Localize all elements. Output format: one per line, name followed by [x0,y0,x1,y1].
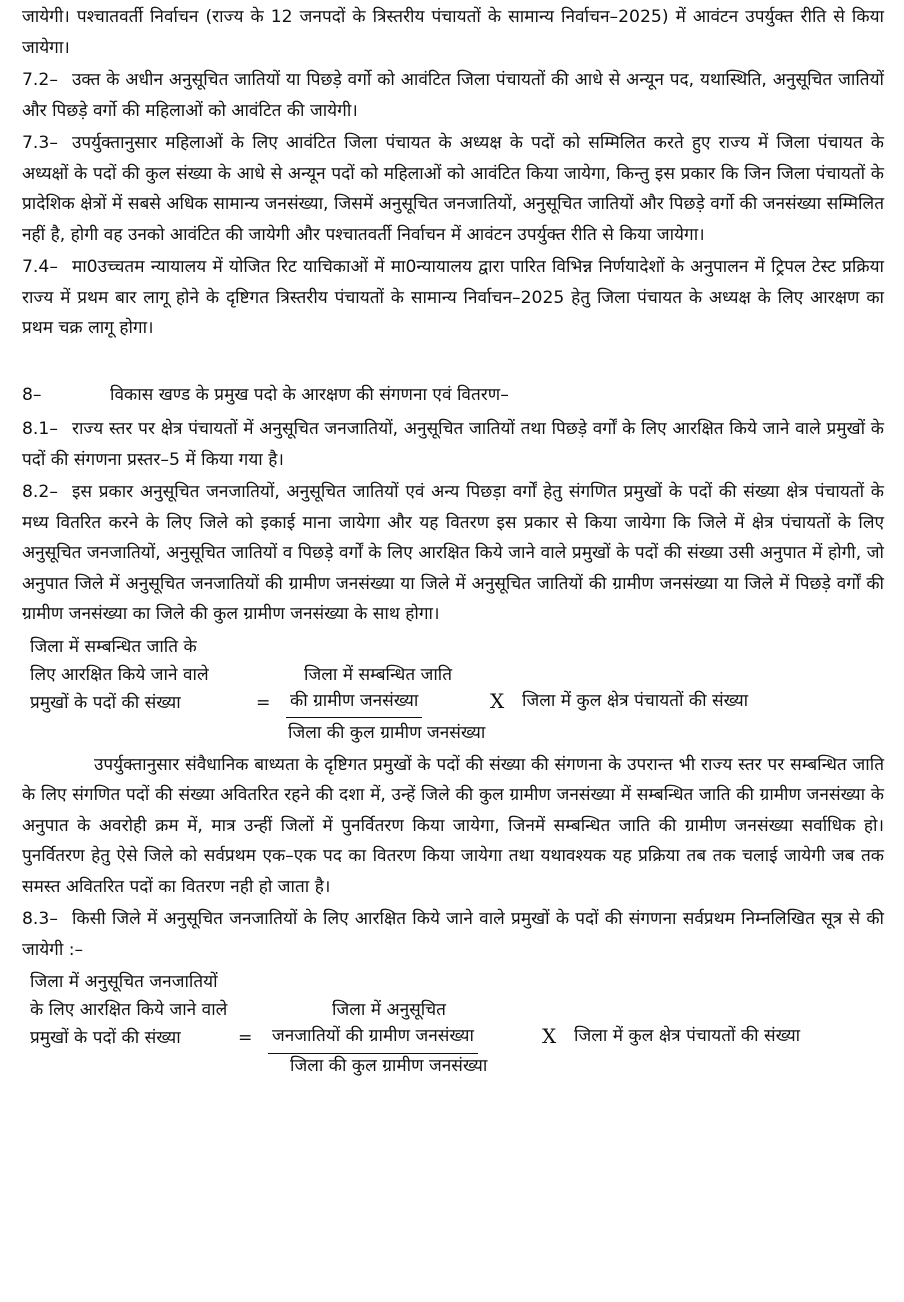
paragraph-number: 8.1– [22,419,58,439]
formula-multiplier: जिला में कुल क्षेत्र पंचायतों की संख्या [522,690,749,711]
formula-related-caste [22,632,884,748]
paragraph-number: 8.2– [22,482,58,502]
section-title: विकास खण्ड के प्रमुख पदो के आरक्षण की संगणना एवं वितरण– [110,384,509,405]
formula-multiplier: जिला में कुल क्षेत्र पंचायतों की संख्या [574,1026,801,1046]
paragraph-7-3 [22,128,884,250]
paragraph-7-1-continued [22,2,884,63]
formula-times: X [490,688,505,713]
paragraph-8-3 [22,904,884,965]
formula-denominator: जिला की कुल ग्रामीण जनसंख्या [288,722,486,743]
paragraph-7-2 [22,65,884,126]
formula-denominator: जिला की कुल ग्रामीण जनसंख्या [290,1056,488,1076]
paragraph-8-2 [22,477,884,630]
paragraph-text: इस प्रकार अनुसूचित जनजातियों, अनुसूचित जातियों एवं अन्य पिछड़ा वर्गों हेतु संगणित प्रमुखों के पदों की संख्या क्षेत्र पंचायतों के मध्य वितरित करने के लिए जिले को इकाई माना जायेगा और यह वितरण इस प्रकार से किया जायेगा कि जिले में क्षेत्र पंचायतों के लिए अनुसूचित जनजातियों, अनुसूचित जातियों व पिछड़े वर्गों के लिए आरक्षित किये जाने वाले प्रमुखों के पदों की संख्या उसी अनुपात में होगी, जो अनुपात जिले में अनुसूचित जनजातियों की ग्रामीण जनसंख्या या जिले में अनुसूचित जातियों की ग्रामीण जनसंख्या या जिले में पिछड़े वर्गों की ग्रामीण जनसंख्या का जिले की कुल ग्रामीण जनसंख्या के साथ होगा। [22,482,884,624]
section-number: 8– [22,384,42,405]
formula-numerator-line2: जनजातियों की ग्रामीण जनसंख्या [268,1021,478,1054]
formula-lhs-line3: प्रमुखों के पदों की संख्या [30,1028,181,1048]
formula-lhs-line1: जिला में अनुसूचित जनजातियों [30,972,218,992]
paragraph-text: उक्त के अधीन अनुसूचित जातियों या पिछड़े वर्गो को आवंटित जिला पंचायतों की आधे से अन्यून पद, यथास्थिति, अनुसूचित जातियों और पिछड़े वर्गो की महिलाओं को आवंटित की जायेगी। [22,70,884,121]
formula-equals: = [238,1028,253,1048]
formula-numerator-line1: जिला में अनुसूचित [332,1000,446,1020]
section-8-heading [22,380,884,411]
paragraph-number: 7.2– [22,70,58,90]
paragraph-redistribution [22,750,884,903]
paragraph-text: जायेगी। पश्चातवर्ती निर्वाचन (राज्य के 12 जनपदों के त्रिस्तरीय पंचायतों के सामान्य निर्वाचन–2025) में आवंटन उपर्युक्त रीति से किया जायेगा। [22,7,884,58]
paragraph-text: राज्य स्तर पर क्षेत्र पंचायतों में अनुसूचित जनजातियों, अनुसूचित जातियों तथा पिछड़े वर्गों के लिए आरक्षित किये जाने वाले प्रमुखों के पदों की संगणना प्रस्तर–5 में किया गया है। [22,419,884,470]
paragraph-8-1 [22,414,884,475]
formula-lhs-line1: जिला में सम्बन्धित जाति के [30,636,197,657]
formula-lhs-line3: प्रमुखों के पदों की संख्या [30,692,181,713]
paragraph-text: उपर्युक्तानुसार महिलाओं के लिए आवंटित जिला पंचायत के अध्यक्ष के पदों को सम्मिलित करते हुए राज्य में जिला पंचायत के अध्यक्षों के पदों की कुल संख्या के आधे से अन्यून पदों को महिलाओं को आवंटित किया जायेगा, किन्तु इस प्रकार कि जिन जिला पंचायतों के प्रादेशिक क्षेत्रों में सबसे अधिक सामान्य जनसंख्या, जिसमें अनुसूचित जनजातियों, अनुसूचित जातियों और पिछड़े वर्गो की जनसंख्या सम्मिलित नहीं है, होगी वह उनको आवंटित की जायेगी और पश्चातवर्ती निर्वाचन में आवंटन उपर्युक्त रीति से किया जायेगा। [22,133,884,245]
paragraph-text: उपर्युक्तानुसार संवैधानिक बाध्यता के दृष्टिगत प्रमुखों के पदों की संख्या की संगणना के उपरान्त भी राज्य स्तर पर सम्बन्धित जाति के लिए संगणित पदों की संख्या अवितरित रहने की दशा में, उन्हें जिले की कुल ग्रामीण जनसंख्या में सम्बन्धित जाति की ग्रामीण जनसंख्या के अनुपात के अवरोही क्रम में, मात्र उन्हीं जिलों में पुनर्वितरण किया जायेगा, जिनमें सम्बन्धित जाति की ग्रामीण जनसंख्या सर्वाधिक हो। पुनर्वितरण हेतु ऐसे जिले को सर्वप्रथम एक–एक पद का वितरण किया जायेगा तथा यथावश्यक यह प्रक्रिया तब तक चलाई जायेगी जब तक समस्त अवितरित पदों का वितरण नही हो जाता है। [22,754,884,897]
formula-equals: = [256,692,271,713]
formula-numerator-line1: जिला में सम्बन्धित जाति [304,664,453,685]
paragraph-number: 8.3– [22,909,58,929]
paragraph-number: 7.4– [22,257,58,277]
paragraph-text: किसी जिले में अनुसूचित जनजातियों के लिए आरक्षित किये जाने वाले प्रमुखों के पदों की संगणना सर्वप्रथम निम्नलिखित सूत्र से की जायेगी :– [22,909,884,960]
formula-lhs-line2: के लिए आरक्षित किये जाने वाले [30,1000,228,1020]
section-gap [22,346,884,380]
formula-numerator-line2: की ग्रामीण जनसंख्या [286,686,422,719]
paragraph-7-4 [22,252,884,344]
formula-times: X [542,1024,557,1048]
paragraph-text: मा0उच्चतम न्यायालय में योजित रिट याचिकाओं में मा0न्यायालय द्वारा पारित विभिन्न निर्णयादेशों के अनुपालन में ट्रिपल टेस्ट प्रक्रिया राज्य में प्रथम बार लागू होने के दृष्टिगत त्रिस्तरीय पंचायतों के सामान्य निर्वाचन–2025 हेतु जिला पंचायत के अध्यक्ष के लिए आरक्षण का प्रथम चक्र लागू होगा। [22,257,884,338]
formula-scheduled-tribes [22,967,884,1079]
formula-lhs-line2: लिए आरक्षित किये जाने वाले [30,664,209,685]
paragraph-number: 7.3– [22,133,58,153]
